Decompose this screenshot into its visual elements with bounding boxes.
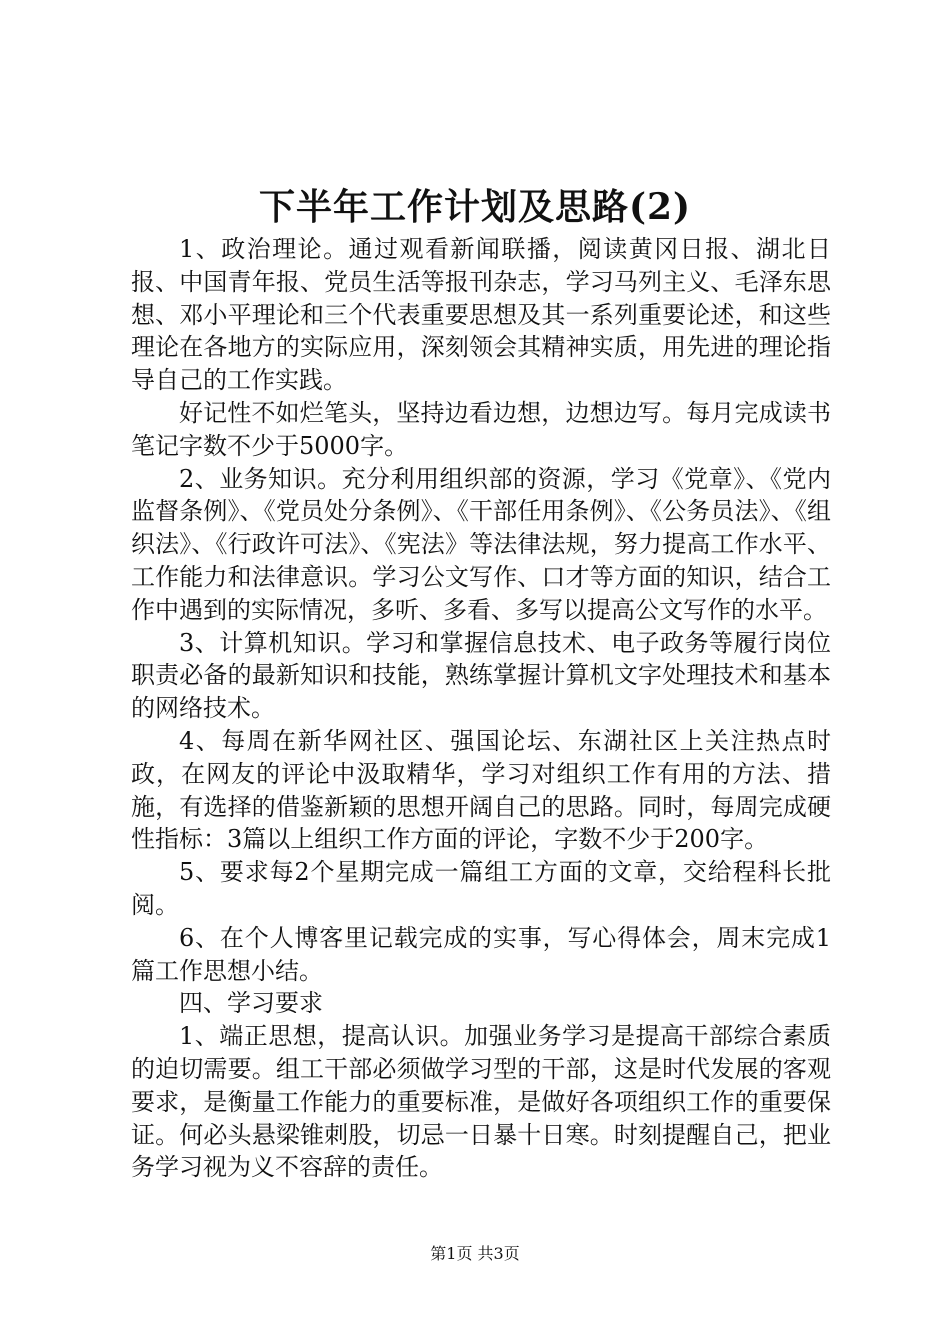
- document-body: [131, 233, 831, 1184]
- paragraph-reading-notes: 好记性不如烂笔头，坚持边看边想，边想边写。每月完成读书笔记字数不少于5000字。: [131, 398, 831, 460]
- paragraph-personal-blog: 6、在个人博客里记载完成的实事，写心得体会，周末完成1篇工作思想小结。: [131, 923, 831, 985]
- paragraph-computer-knowledge: 3、计算机知识。学习和掌握信息技术、电子政务等履行岗位职责必备的最新知识和技能，熟练掌握计算机文字处理技术和基本的网络技术。: [131, 628, 831, 723]
- paragraph-biweekly-article: 5、要求每2个星期完成一篇组工方面的文章，交给程科长批阅。: [131, 858, 831, 919]
- paragraph-weekly-forums: 4、每周在新华网社区、强国论坛、东湖社区上关注热点时政，在网友的评论中汲取精华，学习对组织工作有用的方法、措施，有选择的借鉴新颖的思想开阔自己的思路。同时，每周完成硬性指标：3篇以上组织工作方面的评论，字数不少于200字。: [131, 726, 831, 854]
- document-title: 下半年工作计划及思路(2): [258, 186, 692, 228]
- section-heading-study-requirements: 四、学习要求: [179, 989, 323, 1018]
- page-number-footer: 第1页 共3页: [430, 1244, 520, 1263]
- paragraph-business-knowledge: 2、业务知识。充分利用组织部的资源，学习《党章》、《党内监督条例》、《党员处分条例》、《干部任用条例》、《公务员法》、《组织法》、《行政许可法》、《宪法》等法律法规，努力提高工作水平、工作能力和法律意识。学习公文写作、口才等方面的知识，结合工作中遇到的实际情况，多听、多看、多写以提高公文写作的水平。: [131, 464, 831, 624]
- paragraph-political-theory: 1、政治理论。通过观看新闻联播，阅读黄冈日报、湖北日报、中国青年报、党员生活等报刊杂志，学习马列主义、毛泽东思想、邓小平理论和三个代表重要思想及其一系列重要论述，和这些理论在各地方的实际应用，深刻领会其精神实质，用先进的理论指导自己的工作实践。: [131, 235, 831, 395]
- paragraph-correct-thinking: 1、端正思想，提高认识。加强业务学习是提高干部综合素质的迫切需要。组工干部必须做学习型的干部，这是时代发展的客观要求，是衡量工作能力的重要标准，是做好各项组织工作的重要保证。何必头悬梁锥刺股，切忌一日暴十日寒。时刻提醒自己，把业务学习视为义不容辞的责任。: [131, 1022, 831, 1182]
